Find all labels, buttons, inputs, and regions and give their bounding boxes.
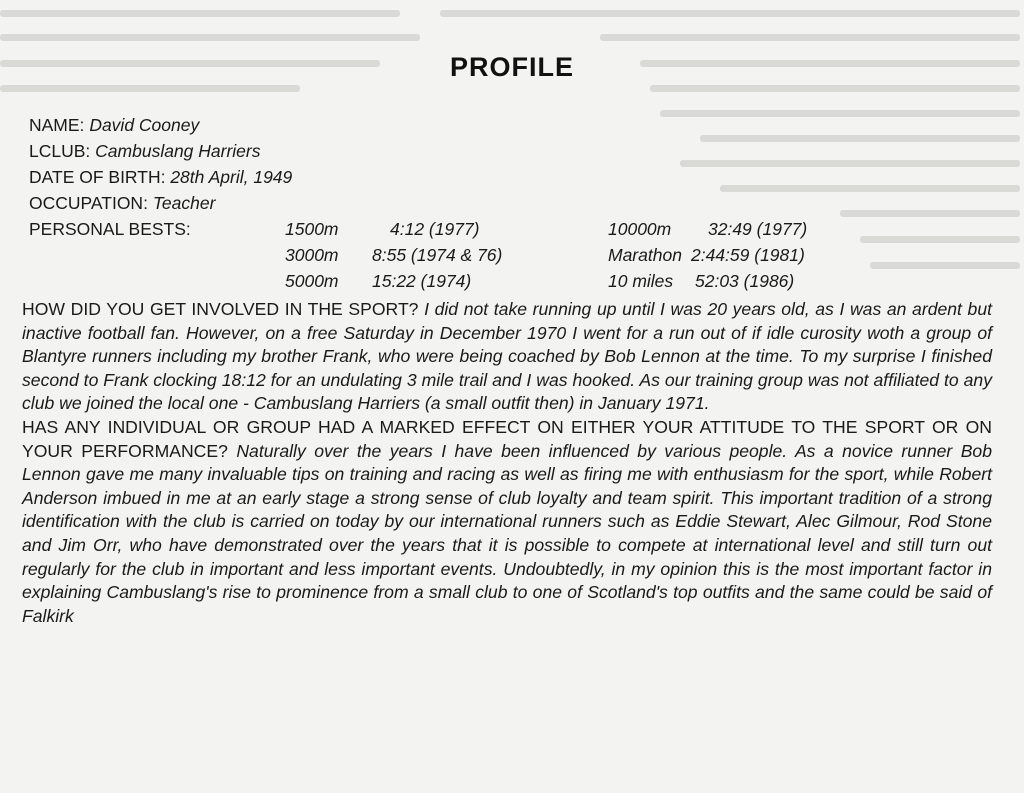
occupation-label: OCCUPATION:	[29, 193, 148, 213]
pb-time: 52:03 (1986)	[695, 271, 795, 291]
question-text: HOW DID YOU GET INVOLVED IN THE SPORT?	[22, 299, 419, 319]
pb-time: 32:49 (1977)	[708, 219, 808, 239]
question-text: HAS ANY INDIVIDUAL OR GROUP HAD A MARKED EFFECT ON EITHER YOUR ATTITUDE TO THE SPORT OR ON YOUR PERFORMANCE?	[22, 416, 992, 461]
pb-item	[608, 245, 805, 266]
club-field	[29, 141, 261, 162]
personal-bests-label: PERSONAL BESTS:	[29, 219, 191, 239]
pb-event: 10000m	[608, 219, 672, 239]
club-label: LCLUB:	[29, 141, 91, 161]
pb-item	[285, 245, 502, 266]
page-title: PROFILE	[449, 52, 574, 82]
name-label: NAME:	[29, 115, 85, 135]
qa-paragraph	[22, 298, 992, 416]
answer-text: I did not take running up until I was 20 years old, as I was an ardent but inactive football fan. However, on a free Saturday in December 1970 I went for a run out of if idle curosity woth a group of Blantyre runners including my brother Frank, who were being coached by Bob Lennon at the time. To my surprise I finished second to Frank clocking 18:12 for an undulating 3 mile trail and I was hooked. As our training group was not affiliated to any club we joined the local one - Cambuslang Harriers (a small outfit then) in January 1971.	[22, 299, 993, 414]
pb-item	[608, 219, 807, 240]
pb-item	[285, 271, 471, 292]
name-field	[29, 115, 199, 136]
pb-time: 8:55 (1974 & 76)	[372, 245, 503, 265]
pb-time: 4:12 (1977)	[390, 219, 480, 239]
answer-text: Naturally over the years I have been influenced by various people. As a novice runner Bob Lennon gave me many invaluable tips on training and racing as well as firing me with enthusiasm for the sport, while Robert Anderson imbued in me at an early stage a strong sense of club loyalty and team spirit. This important tradition of a strong identification with the club is carried on today by our international runners such as Eddie Stewart, Alec Gilmour, Rod Stone and Jim Orr, who have demonstrated over the years that it is possible to compete at international level and still turn out regularly for the club in important and less important events. Undoubtedly, in my opinion this is the most important factor in explaining Cambuslang's rise to prominence from a small club to one of Scotland's top outfits and the same could be said of Falkirk	[22, 440, 993, 626]
dob-label: DATE OF BIRTH:	[29, 167, 166, 187]
occupation-value: Teacher	[152, 193, 216, 213]
dob-value: 28th April, 1949	[170, 167, 293, 187]
pb-item	[285, 219, 480, 240]
interview-body	[22, 298, 992, 628]
pb-time: 15:22 (1974)	[372, 271, 472, 291]
pb-time: 2:44:59 (1981)	[691, 245, 805, 265]
occupation-field	[29, 193, 215, 214]
name-value: David Cooney	[89, 115, 200, 135]
pb-event: 5000m	[285, 271, 339, 291]
pb-event: 1500m	[285, 219, 339, 239]
club-value: Cambuslang Harriers	[95, 141, 261, 161]
pb-event: 10 miles	[608, 271, 674, 291]
dob-field	[29, 167, 292, 188]
pb-event: Marathon	[608, 245, 682, 265]
qa-paragraph	[22, 416, 992, 628]
pb-item	[608, 271, 794, 292]
pb-event: 3000m	[285, 245, 339, 265]
